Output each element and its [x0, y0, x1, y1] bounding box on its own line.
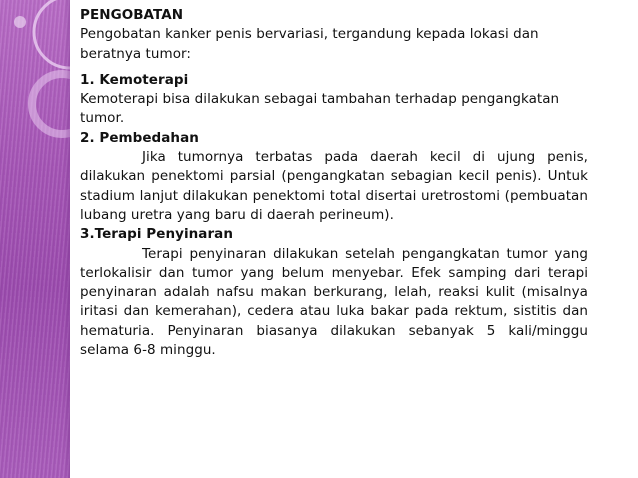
section-body-terapi-penyinaran: Terapi penyinaran dilakukan setelah pengangkatan tumor yang terlokalisir dan tumor yang belum menyebar. Efek samping dari terapi penyinaran adalah nafsu makan berkurang, lelah, reaksi kulit (misalnya iritasi dan kemerahan), cedera atau luka bakar pada rektum, sistitis dan hematuria. Penyinaran biasanya dilakukan sebanyak 5 kali/minggu selama 6-8 minggu.	[80, 245, 588, 359]
section-title-kemoterapi: 1. Kemoterapi	[80, 71, 189, 88]
slide-heading: PENGOBATAN	[80, 7, 184, 23]
section-title-terapi-penyinaran: 3.Terapi Penyinaran	[80, 226, 233, 243]
section-title-pembedahan: 2. Pembedahan	[80, 129, 199, 146]
intro-paragraph: Pengobatan kanker penis bervariasi, tergandung kepada lokasi dan beratnya tumor:	[80, 26, 539, 62]
decorative-rings	[0, 0, 70, 478]
slide-content	[80, 6, 588, 360]
section-body-pembedahan: Jika tumornya terbatas pada daerah kecil di ujung penis, dilakukan penektomi parsial (pengangkatan sebagian kecil penis). Untuk stadium lanjut dilakukan penektomi total disertai uretrostomi (pembuatan lubang uretra yang baru di daerah perineum).	[80, 149, 588, 223]
decorative-sidebar	[0, 0, 70, 478]
section-body-kemoterapi: Kemoterapi bisa dilakukan sebagai tambahan terhadap pengangkatan tumor.	[80, 91, 560, 127]
